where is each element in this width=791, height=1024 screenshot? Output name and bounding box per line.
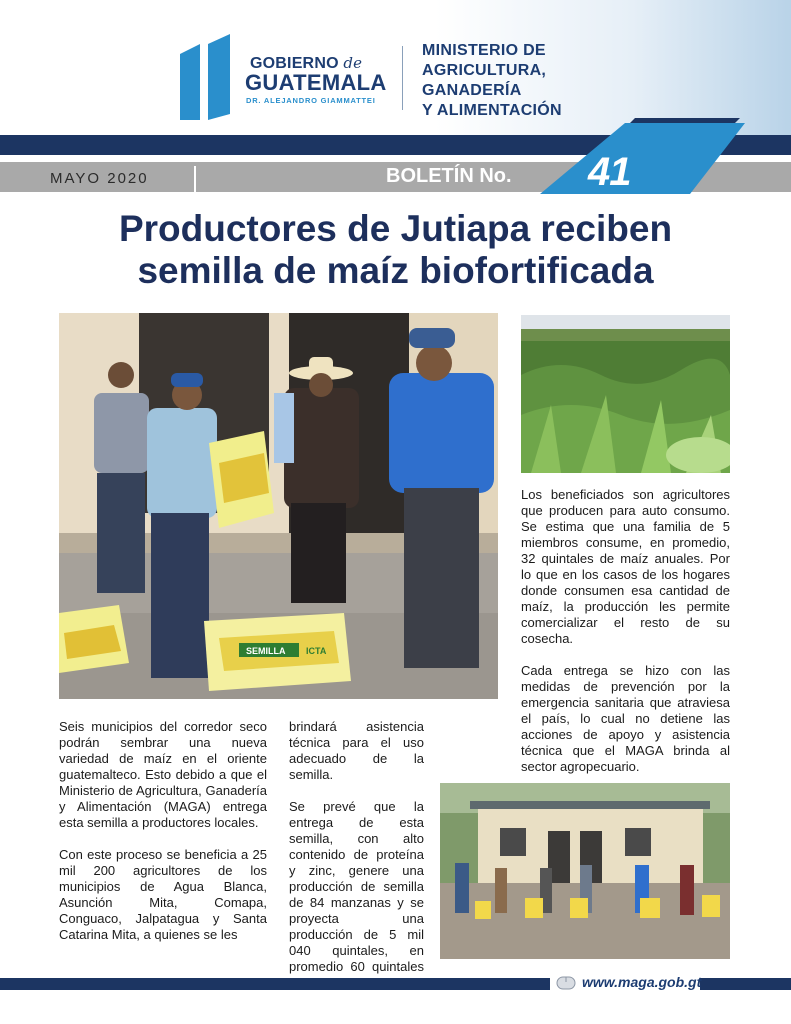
col2-paragraph-2: Se prevé que la entrega de esta semilla, con alto contenido de proteína y zinc, genere una producción de semilla de 84 manzanas y se proyecta una producción de 5 mil 040 quintales, en promedio 60 quintales (289, 799, 424, 974)
article-column-3 (521, 487, 730, 775)
government-logo-icon (180, 34, 232, 120)
logo-guatemala: GUATEMALA (245, 70, 387, 95)
footer-line-left (0, 978, 550, 990)
col1-paragraph-1: Seis municipios del corredor seco podrán sembrar una nueva variedad de maíz en el oriente guatemalteco. Esto debido a que el Ministerio de Agricultura, Ganadería y Alimentación (MAGA) entrega esta semilla a productores locales. (59, 719, 267, 830)
article-title: Productores de Jutiapa reciben semilla de maíz biofortificada (118, 208, 673, 291)
bulletin-number: 41 (588, 150, 631, 194)
issue-date: MAYO 2020 (50, 170, 149, 187)
photo-delivery-building (440, 783, 730, 959)
bag-label-semilla: SEMILLA (246, 646, 286, 656)
header-background (0, 0, 791, 135)
bag-label-icta: ICTA (306, 646, 327, 656)
footer-website-link[interactable]: www.maga.gob.gt (582, 974, 702, 990)
col3-paragraph-1: Los beneficiados son agricultores que producen para auto consumo. Se estima que una familia de 5 miembros consume, en promedio, 32 quintales de maíz anuales. Por lo que en los casos de los hogares donde consumen esa cantidad de maíz, la producción les permite comercializar el resto de su cosecha. (521, 487, 730, 646)
ministerio-name: MINISTERIO DE AGRICULTURA, GANADERÍA Y ALIMENTACIÓN (422, 42, 562, 119)
col2-paragraph-1: brindará asistencia técnica para el uso adecuado de la semilla. (289, 719, 424, 782)
photo-seed-delivery (59, 313, 498, 699)
logo-gobierno: GOBIERNO de (250, 54, 363, 72)
photo-corn-field (521, 315, 730, 473)
footer-line-right (700, 978, 791, 990)
col1-paragraph-2: Con este proceso se beneficia a 25 mil 200 agricultores de los municipios de Agua Blanca, Asunción Mita, Comapa, Conguaco, Jalpatagua y Santa Catarina Mita, a quienes se les (59, 847, 267, 942)
mouse-icon (556, 976, 576, 990)
header-divider (402, 46, 403, 110)
date-divider (194, 166, 196, 192)
article-column-1 (59, 719, 267, 943)
col3-paragraph-2: Cada entrega se hizo con las medidas de prevención por la emergencia sanitaria que atraviesa el país, lo cual no detiene las acciones de apoyo y asistencia técnica que el MAGA brinda al sector agropecuario. (521, 663, 730, 774)
logo-presidente: DR. ALEJANDRO GIAMMATTEI (246, 96, 376, 105)
bulletin-number-shape (540, 118, 745, 194)
article-column-2 (289, 719, 424, 991)
bulletin-label: BOLETÍN No. (386, 165, 512, 187)
